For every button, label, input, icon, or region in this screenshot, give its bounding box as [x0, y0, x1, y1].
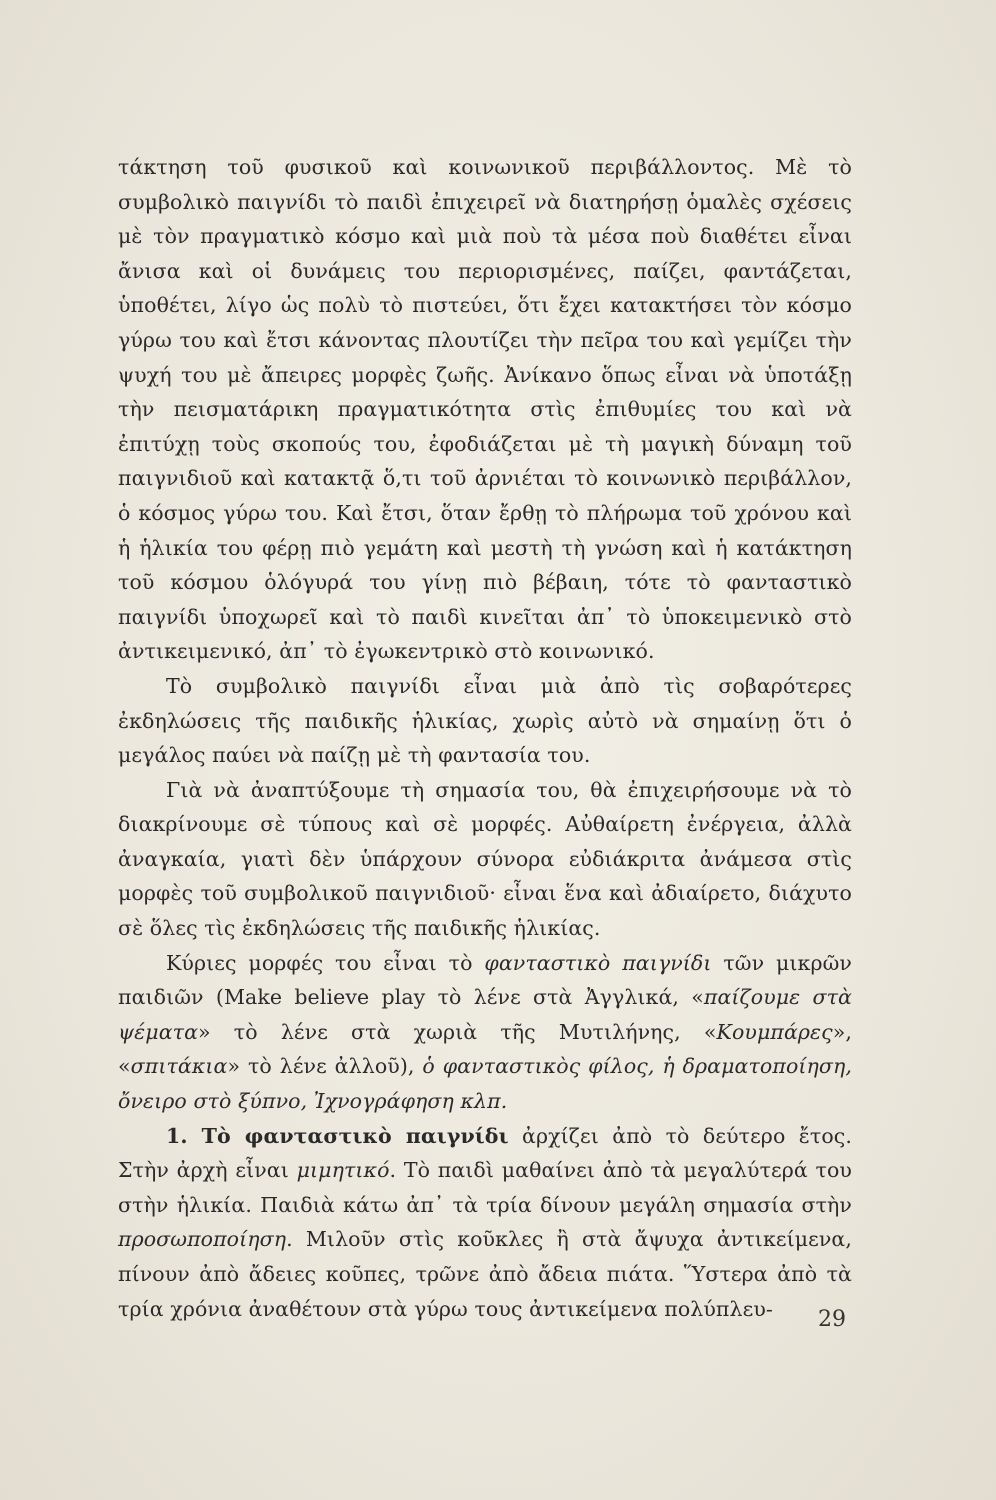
paragraph-4 — [118, 946, 852, 1119]
p4-term-koumpares: Κουμπάρες — [716, 1019, 833, 1044]
page-number: 29 — [818, 1307, 846, 1332]
paragraph-5 — [118, 1119, 852, 1327]
body-text — [118, 150, 852, 1326]
p5-term-mimetic: μιμητικό — [296, 1158, 390, 1183]
p4-term-list: ὁ φανταστικὸς φίλος, ἡ δραματοποίηση, ὄνειρο στὸ ξύπνο, Ἰχνογράφηση κλπ. — [118, 1054, 852, 1114]
p4-seg-4: τὸ λένε στὰ Ἀγγλικά, « — [425, 985, 704, 1010]
p4-term-spitakia: σπιτάκια — [130, 1054, 228, 1079]
p4-english-term: Make believe play — [223, 985, 426, 1010]
p5-term-personification: προσωποποίηση — [118, 1227, 287, 1252]
p4-seg-2: τῶν μικρῶν παιδιῶν ( — [118, 950, 852, 1010]
p4-seg-10: » τὸ λένε ἀλλοῦ), — [227, 1054, 423, 1079]
paragraph-1: τάκτηση τοῦ φυσικοῦ καὶ κοινωνικοῦ περιβάλλοντος. Μὲ τὸ συμβολικὸ παιγνίδι τὸ παιδὶ ἐπιχειρεῖ νὰ διατηρήσῃ ὁμαλὲς σχέσεις μὲ τὸν πραγματικὸ κόσμο καὶ μιὰ ποὺ τὰ μέσα ποὺ διαθέτει εἶναι ἄνισα καὶ οἱ δυνάμεις του περιορισμένες, παίζει, φαντάζεται, ὑποθέτει, λίγο ὡς πολὺ τὸ πιστεύει, ὅτι ἔχει κατακτήσει τὸν κόσμο γύρω του καὶ ἔτσι κάνοντας πλουτίζει τὴν πεῖρα του καὶ γεμίζει τὴν ψυχή του μὲ ἄπειρες μορφὲς ζωῆς. Ἀνίκανο ὅπως εἶναι νὰ ὑποτάξῃ τὴν πεισματάρικη πραγματικότητα στὶς ἐπιθυμίες του καὶ νὰ ἐπιτύχῃ τοὺς σκοπούς του, ἐφοδιάζεται μὲ τὴ μαγικὴ δύναμη τοῦ παιγνιδιοῦ καὶ κατακτᾷ ὅ,τι τοῦ ἀρνιέται τὸ κοινωνικὸ περιβάλλον, ὁ κόσμος γύρω του. Καὶ ἔτσι, ὅταν ἔρθῃ τὸ πλήρωμα τοῦ χρόνου καὶ ἡ ἡλικία του φέρῃ πιὸ γεμάτη καὶ μεστὴ τὴ γνώση καὶ ἡ κατάκτηση τοῦ κόσμου ὁλόγυρά του γίνῃ πιὸ βέβαιη, τότε τὸ φανταστικὸ παιγνίδι ὑποχωρεῖ καὶ τὸ παιδὶ κινεῖται ἀπ᾽ τὸ ὑποκειμενικὸ στὸ ἀντικειμενικό, ἀπ᾽ τὸ ἐγωκεντρικὸ στὸ κοινωνικό. — [118, 155, 852, 664]
paragraph-3: Γιὰ νὰ ἀναπτύξουμε τὴ σημασία του, θὰ ἐπιχειρήσουμε νὰ τὸ διακρίνουμε σὲ τύπους καὶ σὲ μορφές. Αὐθαίρετη ἐνέργεια, ἀλλὰ ἀναγκαία, γιατὶ δὲν ὑπάρχουν σύνορα εὐδιάκριτα ἀνάμεσα στὶς μορφὲς τοῦ συμβολικοῦ παιγνιδιοῦ· εἶναι ἕνα καὶ ἀδιαίρετο, διάχυτο σὲ ὅλες τὶς ἐκδηλώσεις τῆς παιδικῆς ἡλικίας. — [118, 777, 852, 941]
p4-seg-0: Κύριες μορφές του εἶναι τὸ — [166, 950, 485, 975]
paragraph-2: Τὸ συμβολικὸ παιγνίδι εἶναι μιὰ ἀπὸ τὶς σοβαρότερες ἐκδηλώσεις τῆς παιδικῆς ἡλικίας, χωρὶς αὐτὸ νὰ σημαίνῃ ὅτι ὁ μεγάλος παύει νὰ παίζῃ μὲ τὴ φαντασία του. — [118, 673, 852, 768]
p4-seg-8: », « — [118, 1019, 852, 1079]
p5-seg-5: . Μιλοῦν στὶς κοῦκλες ἢ στὰ ἄψυχα ἀντικείμενα, πίνουν ἀπὸ ἄδειες κοῦπες, τρῶνε ἀπὸ ἄδεια πιάτα. Ὕστερα ἀπὸ τὰ τρία χρόνια ἀναθέτουν στὰ γύρω τους ἀντικείμενα πολύπλευ- — [118, 1227, 852, 1321]
section-heading: 1. Τὸ φανταστικὸ παιγνίδι — [166, 1123, 509, 1148]
p5-seg-1: ἀρχίζει ἀπὸ τὸ δεύτερο ἔτος. Στὴν ἀρχὴ εἶναι — [118, 1123, 852, 1183]
p4-term-fantastic-play: φανταστικὸ παιγνίδι — [484, 950, 712, 975]
p4-seg-6: » τὸ λένε στὰ χωριὰ τῆς Μυτιλήνης, « — [198, 1019, 717, 1044]
p4-term-pretend: παίζουμε στὰ ψέματα — [118, 985, 852, 1044]
p5-seg-3: . Τὸ παιδὶ μαθαίνει ἀπὸ τὰ μεγαλύτερά του στὴν ἡλικία. Παιδιὰ κάτω ἀπ᾽ τὰ τρία δίνουν μεγάλη σημασία στὴν — [118, 1158, 852, 1217]
